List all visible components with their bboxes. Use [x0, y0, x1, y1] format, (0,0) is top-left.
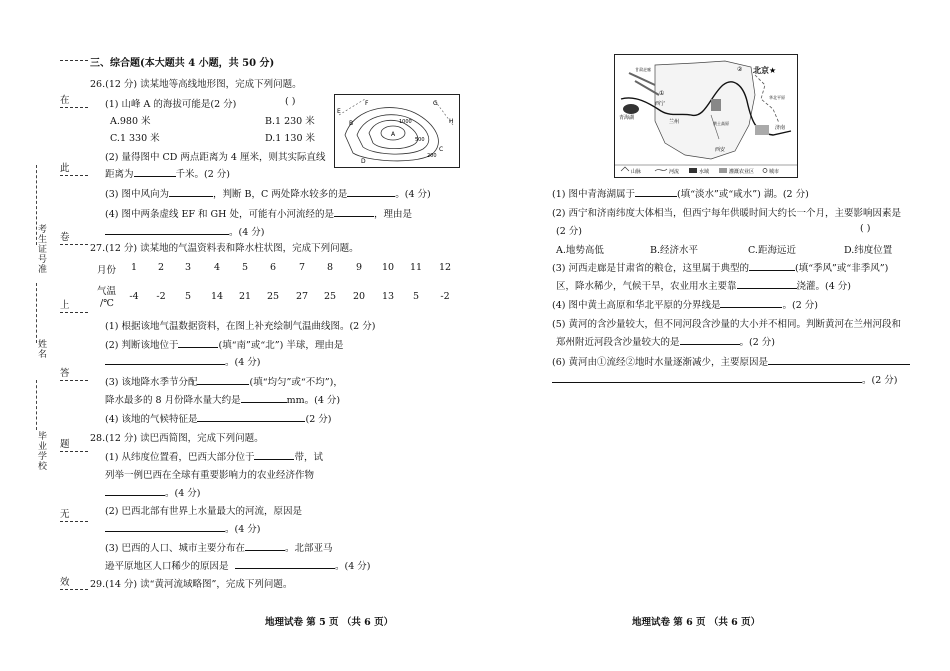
margin-rule-2 — [60, 107, 88, 108]
map-label-qinghai: 青海湖 — [619, 115, 635, 121]
q27-temp-10: 13 — [381, 291, 395, 302]
margin-char-2: 此 — [60, 163, 70, 174]
q27-month-11: 11 — [409, 262, 423, 273]
margin-char-1: 在 — [60, 95, 70, 106]
contour-label-g: G — [433, 100, 438, 107]
q27-sub3-blank-amount[interactable] — [241, 393, 287, 403]
q28-sub3-blank-distribution[interactable] — [245, 541, 285, 551]
q27-month-4: 4 — [213, 262, 221, 273]
legend-farm: 灌溉农业区 — [729, 169, 755, 175]
margin-rule-5 — [60, 312, 88, 313]
q26-option-b[interactable]: B.1 230 米 — [265, 116, 315, 127]
right-q2-paren: ( ) — [860, 223, 871, 234]
q26-sub4-blank-river[interactable] — [334, 207, 374, 217]
q27-month-6: 6 — [269, 262, 277, 273]
margin-char-3: 卷 — [60, 232, 70, 243]
q27-month-5: 5 — [241, 262, 249, 273]
right-q2: (2) 西宁和济南纬度大体相当，但西宁每年供暖时间大约长一个月，主要影响因素是 — [552, 208, 901, 219]
q27-sub2-blank-reason[interactable] — [105, 355, 225, 365]
q27-month-7: 7 — [298, 262, 306, 273]
q27-temp-8: 25 — [323, 291, 337, 302]
q27-month-8: 8 — [326, 262, 334, 273]
q27-sub4: (4) 该地的气候特征是 (2 分) — [105, 414, 332, 425]
right-q3-blank-water[interactable] — [737, 279, 797, 289]
q27-temp-2: -2 — [156, 291, 166, 302]
yellow-river-map — [614, 54, 798, 178]
q26-sub2-line1: (2) 量得图中 CD 两点距离为 4 厘米，则其实际直线 — [105, 152, 326, 163]
contour-label-d: D — [361, 158, 366, 165]
q27-month-3: 3 — [184, 262, 192, 273]
right-q6-blank-reason-2[interactable] — [552, 373, 862, 383]
q28-sub1: (1) 从纬度位置看，巴西大部分位于 带，试 — [105, 452, 323, 463]
q27-temp-3: 5 — [184, 291, 192, 302]
right-q3: (3) 河西走廊是甘肃省的粮仓，这里属于典型的 (填“季风”或“非季风”) — [552, 263, 889, 274]
margin-dash-2 — [36, 283, 42, 343]
map-label-loess: 黄土高原 — [713, 121, 729, 126]
map-label-jinan: 济南 — [775, 125, 786, 131]
q26-sub3: (3) 图中风向为 ，判断 B，C 两处降水较多的是 。(4 分) — [105, 189, 431, 200]
contour-value-2: 500 — [415, 137, 425, 143]
legend-city: 城市 — [769, 169, 780, 175]
right-q6-line2: 。(2 分) — [552, 372, 897, 386]
margin-rule-4 — [60, 244, 88, 245]
q28-sub1-line2: 列举一例巴西在全球有重要影响力的农业经济作物 — [105, 470, 315, 481]
q27-month-10: 10 — [381, 262, 395, 273]
right-q3-blank-zone[interactable] — [749, 261, 795, 271]
margin-label-exam-no: 考生证号准 — [38, 225, 48, 275]
right-q5: (5) 黄河的含沙量较大，但不同河段含沙量的大小并不相同。判断黄河在兰州河段和 — [552, 319, 901, 330]
contour-label-f: F — [365, 100, 369, 107]
q27-month-1: 1 — [130, 262, 138, 273]
map-label-plain: 华北平原 — [769, 95, 785, 100]
q27-month-12: 12 — [438, 262, 452, 273]
q27-sub3-line2: 降水最多的 8 月份降水量大约是 mm。(4 分) — [105, 395, 341, 406]
q27-temp-11: 5 — [412, 291, 420, 302]
margin-rule-8 — [60, 521, 88, 522]
contour-label-h: H — [449, 118, 454, 125]
map-label-c1: ① — [659, 90, 665, 97]
contour-label-e: E — [337, 108, 341, 115]
q28-sub1-line3: 。(4 分) — [105, 485, 200, 499]
contour-map — [334, 94, 460, 168]
margin-rule-7 — [60, 451, 88, 452]
margin-char-8: 效 — [60, 577, 70, 588]
q26-sub1: (1) 山峰 A 的海拔可能是(2 分) — [105, 99, 237, 110]
margin-rule-6 — [60, 380, 88, 381]
right-q2-option-c[interactable]: C.距海远近 — [748, 245, 796, 256]
q27-sub2-line2: 。(4 分) — [105, 354, 260, 368]
margin-rule-3 — [60, 175, 88, 176]
right-q4: (4) 图中黄土高原和华北平原的分界线是 。(2 分) — [552, 300, 818, 311]
q27-sub4-blank-climate[interactable] — [197, 412, 305, 422]
q27-temp-5: 21 — [238, 291, 252, 302]
right-q5-line2: 郑州附近河段含沙量较大的是 。(2 分) — [556, 337, 775, 348]
map-label-beijing: 北京★ — [753, 66, 777, 75]
right-q3-line2: 区，降水稀少，气候干旱，农业用水主要靠 浇灌。(4 分) — [556, 281, 851, 292]
q28-sub3-line3: 。(4 分) — [235, 558, 370, 572]
q27-sub3: (3) 该地降水季节分配 (填“均匀”或“不均”)， — [105, 377, 343, 388]
margin-rule-1 — [60, 60, 88, 61]
right-q1: (1) 图中青海湖属于 (填“淡水”或“咸水”) 湖。(2 分) — [552, 189, 809, 200]
contour-label-c: C — [439, 146, 444, 153]
map-label-xining: 西宁 — [655, 101, 666, 107]
q27-sub1: (1) 根据该地气温数据资料，在图上补充绘制气温曲线图。(2 分) — [105, 321, 376, 332]
map-label-gansu: 甘肃走廊 — [635, 67, 651, 72]
q26-sub2-answer-blank[interactable] — [134, 167, 176, 177]
q27-temp-1: -4 — [129, 291, 139, 302]
section-header: 三、综合题(本大题共 4 小题，共 50 分) — [90, 58, 275, 69]
right-q2-option-b[interactable]: B.经济水平 — [650, 245, 699, 256]
right-page-footer: 地理试卷 第 6 页 （共 6 页） — [632, 617, 761, 628]
map-label-c2: ② — [737, 66, 743, 73]
q26-sub4: (4) 图中两条虚线 EF 和 GH 处，可能有小河流经的是 ，理由是 — [105, 209, 412, 220]
legend-river: 河流 — [669, 169, 680, 175]
q27-temp-9: 20 — [352, 291, 366, 302]
q27-temp-6: 25 — [266, 291, 280, 302]
contour-label-b: B — [349, 120, 354, 127]
q26-sub3-blank-wind[interactable] — [169, 187, 213, 197]
q28-sub2-line2: 。(4 分) — [105, 521, 260, 535]
q27-temp-12: -2 — [440, 291, 450, 302]
q26-sub4-line2: 。(4 分) — [105, 224, 264, 238]
q27-sub3-blank-distribution[interactable] — [197, 375, 249, 385]
q27-sub2-blank-hemisphere[interactable] — [178, 338, 218, 348]
q29-stem: 29.(14 分) 读“黄河流域略图”，完成下列问题。 — [90, 579, 293, 590]
left-page-footer: 地理试卷 第 5 页 （共 6 页） — [265, 617, 394, 628]
right-q2-points: (2 分) — [556, 226, 582, 237]
q28-sub2: (2) 巴西北部有世界上水量最大的河流，原因是 — [105, 506, 302, 517]
right-q6-blank-reason[interactable] — [768, 355, 910, 365]
q28-stem: 28.(12 分) 读巴西简图，完成下列问题。 — [90, 433, 264, 444]
margin-label-school: 毕业学校 — [38, 432, 48, 472]
contour-value-1: 1000 — [399, 119, 412, 125]
q28-sub3-line2: 逊平原地区人口稀少的原因是 — [105, 561, 229, 572]
margin-rule-9 — [60, 589, 88, 590]
q26-option-c[interactable]: C.1 330 米 — [110, 133, 160, 144]
map-label-xian: 西安 — [715, 147, 726, 153]
right-q2-option-d[interactable]: D.纬度位置 — [844, 245, 893, 256]
right-q4-blank-boundary[interactable] — [720, 298, 782, 308]
contour-map-svg — [335, 95, 459, 167]
margin-dash-3 — [36, 380, 42, 430]
q26-sub1-paren: ( ) — [285, 96, 296, 107]
q27-month-label: 月份 — [97, 265, 117, 276]
q27-sub2: (2) 判断该地位于 (填“南”或“北”) 半球，理由是 — [105, 340, 344, 351]
right-q1-blank-lake[interactable] — [635, 187, 677, 197]
q27-temp-7: 27 — [295, 291, 309, 302]
right-q6: (6) 黄河由①流经②地时水量逐渐减少，主要原因是 — [552, 354, 910, 368]
q26-sub3-blank-rain[interactable] — [347, 187, 395, 197]
legend-water: 水域 — [699, 169, 710, 175]
q28-sub1-blank-zone[interactable] — [254, 450, 294, 460]
map-label-lanzhou: 兰州 — [669, 119, 680, 125]
right-q5-blank-section[interactable] — [680, 335, 740, 345]
q28-sub1-blank-crop[interactable] — [105, 486, 165, 496]
q28-sub3: (3) 巴西的人口、城市主要分布在 。北部亚马 — [105, 543, 333, 554]
q28-sub3-blank-reason[interactable] — [235, 559, 335, 569]
margin-char-5: 答 — [60, 368, 70, 379]
yellow-river-map-svg — [615, 55, 797, 177]
q26-option-a[interactable]: A.980 米 — [110, 116, 151, 127]
q27-month-9: 9 — [355, 262, 363, 273]
margin-label-name: 姓名 — [38, 340, 48, 360]
q27-month-2: 2 — [157, 262, 165, 273]
margin-char-7: 无 — [60, 509, 70, 520]
q27-stem: 27.(12 分) 读某地的气温资料表和降水柱状图，完成下列问题。 — [90, 243, 359, 254]
contour-label-a: A — [391, 131, 396, 138]
q27-temp-label-2: /℃ — [100, 298, 114, 309]
q28-sub2-blank-reason[interactable] — [105, 522, 225, 532]
q26-option-d[interactable]: D.1 130 米 — [265, 133, 316, 144]
q27-temp-4: 14 — [210, 291, 224, 302]
margin-char-6: 题 — [60, 439, 70, 450]
q26-stem: 26.(12 分) 读某地等高线地形图，完成下列问题。 — [90, 79, 302, 90]
q27-temp-label-1: 气温 — [97, 286, 117, 297]
right-q2-option-a[interactable]: A.地势高低 — [556, 245, 604, 256]
q26-sub4-blank-reason[interactable] — [105, 225, 229, 235]
legend-mountain: 山脉 — [631, 169, 642, 175]
contour-value-3: 200 — [427, 153, 437, 159]
q26-sub2-line2: 距离为 千米。(2 分) — [105, 169, 230, 180]
margin-char-4: 上 — [60, 300, 70, 311]
